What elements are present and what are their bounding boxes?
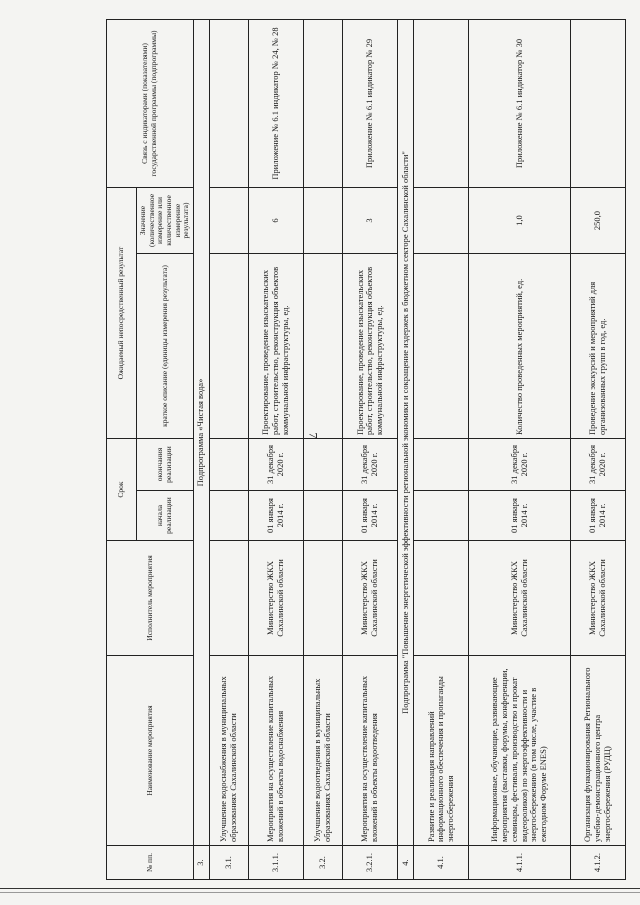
table-row: 3.2. Улучшение водоотведения в муниципальных образованиях Сахалинской области bbox=[303, 20, 342, 880]
header-executor: Исполнитель мероприятия bbox=[107, 541, 194, 656]
header-row-1 bbox=[107, 20, 137, 880]
header-expected: Ожидаемый непосредственный результат bbox=[107, 188, 137, 439]
header-value: Значение (количественное измерение или количественное измерение результата) bbox=[137, 188, 194, 254]
header-short-desc: краткое описание (единицы измерения результата) bbox=[137, 254, 194, 439]
header-start: начала реализации bbox=[137, 491, 194, 541]
header-term: Срок bbox=[107, 439, 137, 541]
table-row: 4.1.1. Информационные, обучающие, развивающие мероприятия (выставки, форумы, конференции, семинары, фестивали, производство и прокат видеороликов) по энергоэффективности и энергосбережению (в том числе, участие в ежегодном Форуме ENES) Министерство ЖКХ Сахалинской области 01 января 2014 г. 31 декабря 2020 г. Количество проведенных мероприятий, ед. 1,0 Приложение № 6.1 индикатор № 30 bbox=[469, 20, 571, 880]
rotated-table-wrapper bbox=[106, 20, 626, 880]
scan-edge-line bbox=[0, 892, 640, 893]
section-row bbox=[398, 20, 414, 880]
section-title: Подпрограмма "Повышение энергетической эффективности региональной экономики и сокращение издержек в бюджетном секторе Сахалинской области" bbox=[398, 20, 414, 846]
header-link: Связь с индикаторами (показателями) государственной программы (подпрограммы) bbox=[107, 20, 194, 188]
scan-edge-line bbox=[0, 888, 640, 889]
section-num: 3. bbox=[193, 846, 209, 880]
header-end: окончания реализации bbox=[137, 439, 194, 491]
section-num: 4. bbox=[398, 846, 414, 880]
header-name: Наименование мероприятия bbox=[107, 656, 194, 846]
table-row: 3.1.1. Мероприятия на осуществление капитальных вложений в объекты водоснабжения Министерство ЖКХ Сахалинской области 01 января 2014 г. 31 декабря 2020 г. Проектирование, проведение изыскательских работ, строительство, реконструкция объектов коммунальной инфраструктуры, ед. 6 Приложение № 6.1 индикатор № 24, № 28 bbox=[249, 20, 304, 880]
section-row bbox=[193, 20, 209, 880]
measures-table bbox=[106, 19, 626, 880]
header-num: № пп. bbox=[107, 846, 194, 880]
table-row: 3.1. Улучшение водоснабжения в муниципальных образованиях Сахалинской области bbox=[209, 20, 248, 880]
page-number: 7 bbox=[306, 432, 321, 439]
table-row: 3.2.1. Мероприятия на осуществление капитальных вложений в объекты водоотведения Министерство ЖКХ Сахалинской области 01 января 2014 г. 31 декабря 2020 г. Проектирование, проведение изыскательских работ, строительство, реконструкция объектов коммунальной инфраструктуры, ед. 3 Приложение № 6.1 индикатор № 29 bbox=[343, 20, 398, 880]
table-row: 4.1.2. Организация функционирования Регионального учебно-демонстрационного центра энергосбережения (РУДЦ) Министерство ЖКХ Сахалинской области 01 января 2014 г. 31 декабря 2020 г. Проведение экскурсий и мероприятий для организованных групп в год, ед. 250,0 bbox=[571, 20, 626, 880]
table-row: 4.1. Развитие и реализация направлений информационного обеспечения и пропаганды энергосбережения bbox=[414, 20, 469, 880]
section-title: Подпрограмма «Чистая вода» bbox=[193, 20, 209, 846]
